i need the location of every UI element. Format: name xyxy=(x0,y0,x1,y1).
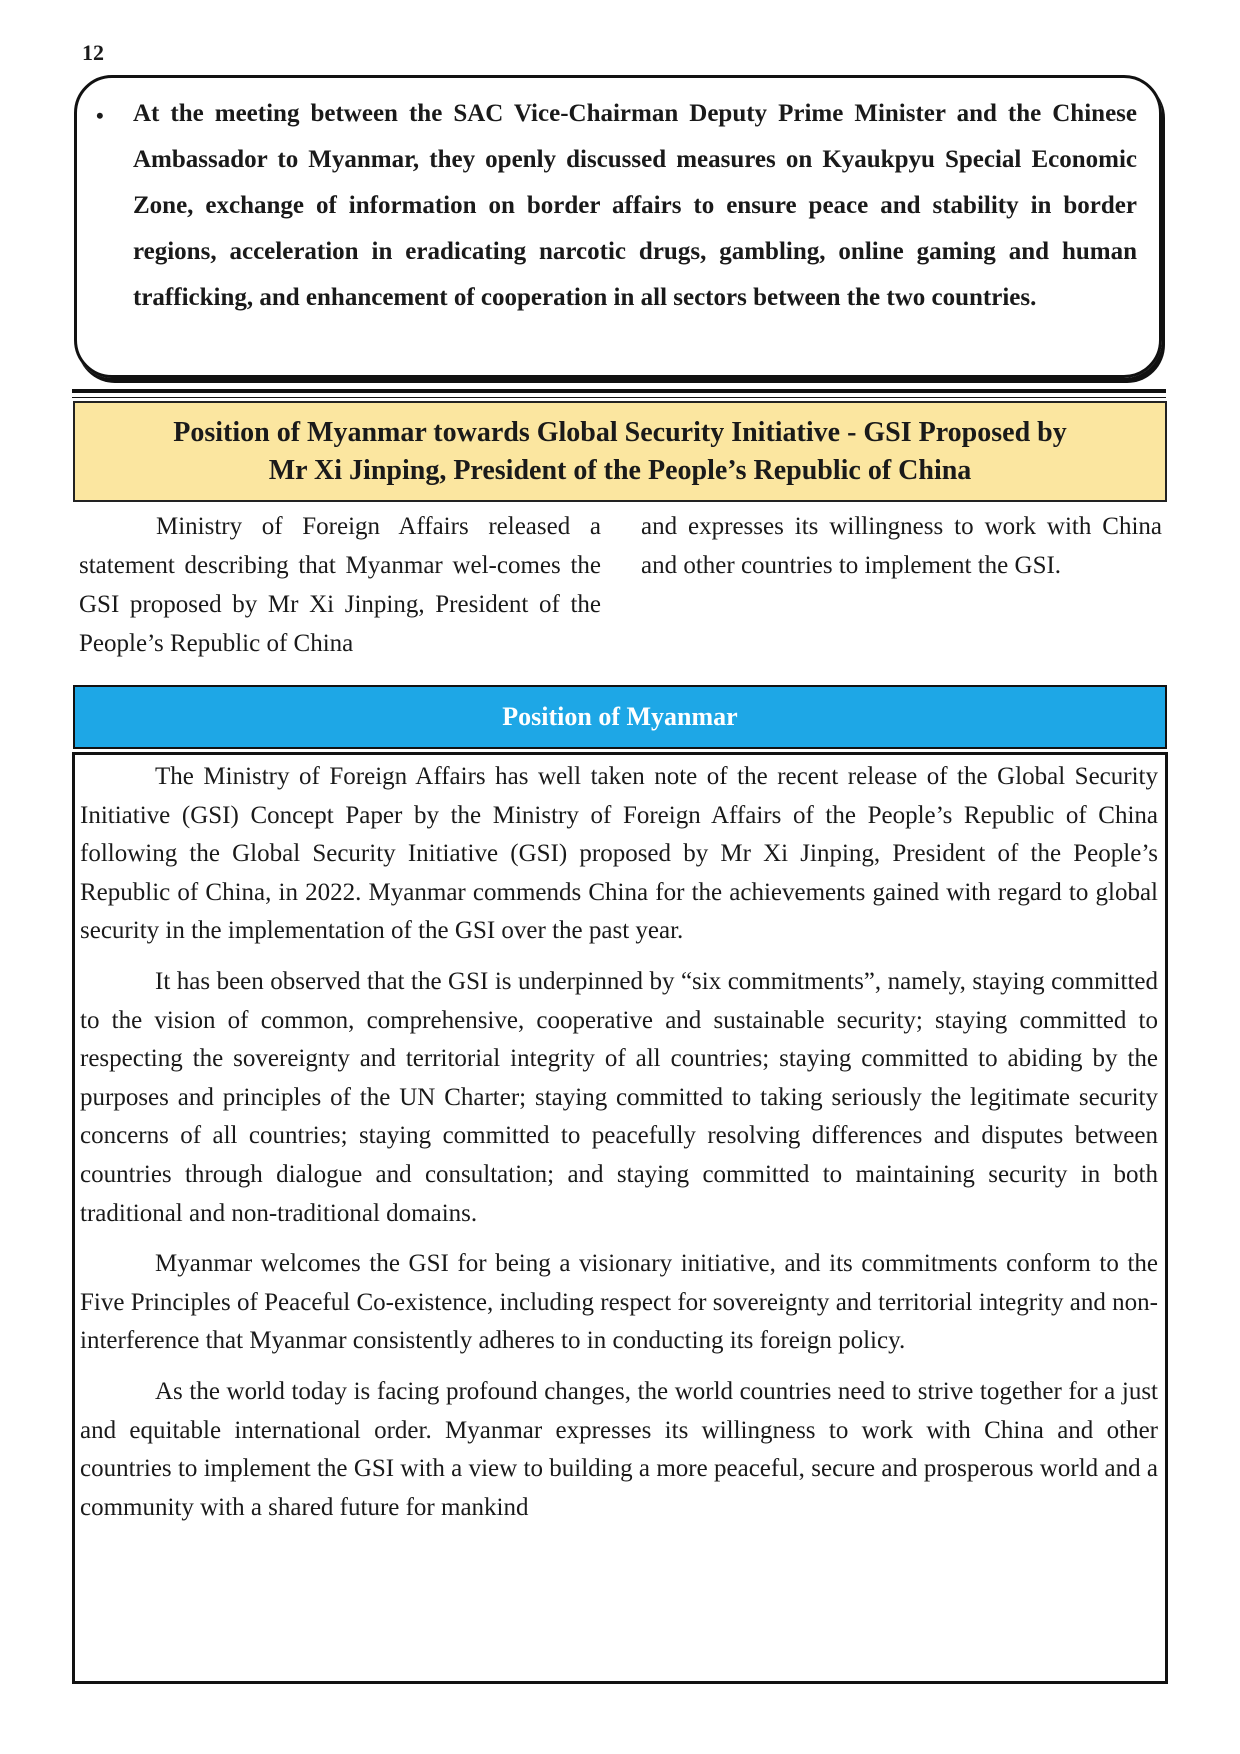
intro-right-column: and expresses its willingness to work with China and other countries to implement the GSI. xyxy=(641,513,1162,579)
section-title-banner xyxy=(73,401,1167,502)
position-title-banner xyxy=(73,685,1167,749)
page-number: 12 xyxy=(82,40,104,65)
statement-paragraph-2: It has been observed that the GSI is underpinned by “six commitments”, namely, staying committed to the vision of common, comprehensive, cooperative and sustainable security; staying committed to respecting the sovereignty and territorial integrity of all countries; staying committed to abiding by the purposes and principles of the UN Charter; staying committed to taking seriously the legitimate security concerns of all countries; staying committed to peacefully resolving differences and disputes between countries through dialogue and consultation; and staying committed to maintaining security in both traditional and non-traditional domains. xyxy=(80,967,1158,1227)
section-title-line-1: Position of Myanmar towards Global Security Initiative - GSI Proposed by xyxy=(173,416,1067,448)
section-title xyxy=(153,414,1086,490)
statement-paragraph-4: As the world today is facing profound changes, the world countries need to strive together for a just and equitable international order. Myanmar expresses its willingness to work with China and other countries to implement the GSI with a view to building a more peaceful, secure and prosperous world and a community with a shared future for mankind xyxy=(80,1377,1158,1521)
divider-thin xyxy=(72,397,1166,398)
section-title-line-2: Mr Xi Jinping, President of the People’s Republic of China xyxy=(268,454,972,486)
position-title: Position of Myanmar xyxy=(502,702,738,731)
intro-left-column: Ministry of Foreign Affairs released a statement describing that Myanmar wel-comes the GSI proposed by Mr Xi Jinping, President of the People’s Republic of China xyxy=(79,513,601,657)
statement-paragraph-1: The Ministry of Foreign Affairs has well taken note of the recent release of the Global Security Initiative (GSI) Concept Paper by the Ministry of Foreign Affairs of the People’s Republic of China following the Global Security Initiative (GSI) proposed by Mr Xi Jinping, President of the People’s Republic of China, in 2022. Myanmar commends China for the achievements gained with regard to global security in the implementation of the GSI over the past year. xyxy=(80,763,1158,945)
divider-thick xyxy=(72,389,1166,393)
bullet-icon: • xyxy=(96,103,104,128)
statement-body xyxy=(80,758,1158,1539)
highlight-text: At the meeting between the SAC Vice-Chairman Deputy Prime Minister and the Chinese Ambassador to Myanmar, they openly discussed measures on Kyaukpyu Special Economic Zone, exchange of information on border affairs to ensure peace and stability in border regions, acceleration in eradicating narcotic drugs, gambling, online gaming and human trafficking, and enhancement of cooperation in all sectors between the two countries. xyxy=(133,100,1137,311)
statement-paragraph-3: Myanmar welcomes the GSI for being a visionary initiative, and its commitments conform to the Five Principles of Peaceful Co-existence, including respect for sovereignty and territorial integrity and non-interference that Myanmar consistently adheres to in conducting its foreign policy. xyxy=(80,1250,1158,1355)
